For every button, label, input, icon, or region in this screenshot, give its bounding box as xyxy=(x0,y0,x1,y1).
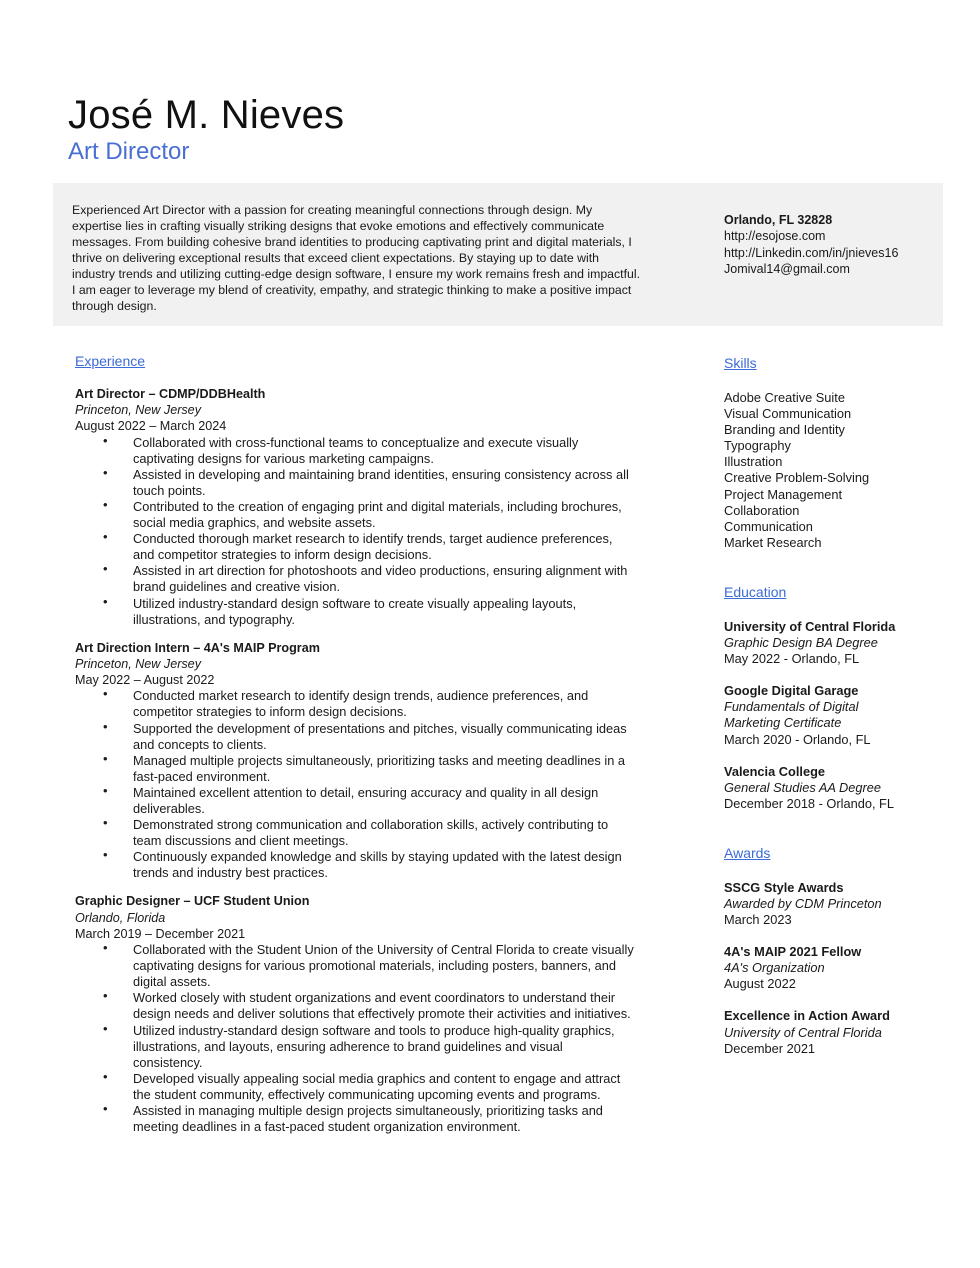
degree: Graphic Design BA Degree xyxy=(724,635,878,651)
bullet-item: • Conducted thorough market research to identify trends, target audience preferences, and competitor strategies to inform design decisions. xyxy=(103,529,613,563)
award-name: 4A's MAIP 2021 Fellow xyxy=(724,944,862,960)
award-date: August 2022 xyxy=(724,976,796,992)
skill-item: Illustration xyxy=(724,454,783,470)
award-name: SSCG Style Awards xyxy=(724,879,844,895)
bullet-dot-icon: • xyxy=(103,496,108,512)
job-entry xyxy=(75,893,635,1135)
bullet-dot-icon: • xyxy=(103,561,108,577)
award-by: Awarded by CDM Princeton xyxy=(724,895,882,911)
contact-block xyxy=(724,212,939,278)
skill-item: Typography xyxy=(724,438,791,454)
skill-item: Visual Communication xyxy=(724,406,852,422)
bullet-item: • Developed visually appealing social media graphics and content to engage and attract the student community, effectively communicating upcoming events and programs. xyxy=(103,1068,621,1102)
award-name: Excellence in Action Award xyxy=(724,1008,890,1024)
bullet-item: • Conducted market research to identify design trends, audience preferences, and competitor strategies to inform design decisions. xyxy=(103,686,589,720)
skill-item: Creative Problem-Solving xyxy=(724,470,870,486)
bullet-dot-icon: • xyxy=(103,750,108,766)
job-title: Art Director – CDMP/DDBHealth xyxy=(75,387,266,401)
bullet-item: • Worked closely with student organizations and event coordinators to understand their design needs and deliver solutions that effectively promote their activities and initiatives. xyxy=(103,988,631,1022)
education-entry xyxy=(724,619,964,667)
bullet-item: • Utilized industry-standard design software to create visually appealing layouts, illustrations, and typography. xyxy=(103,593,577,627)
bullet-item: • Collaborated with the Student Union of the University of Central Florida to create visually captivating designs for various promotional materials, including posters, banners, and digital assets. xyxy=(103,940,634,990)
skills-list xyxy=(724,390,964,551)
bullet-item: • Maintained excellent attention to detail, ensuring accuracy and quality in all design deliverables. xyxy=(103,782,599,816)
bullet-dot-icon: • xyxy=(103,529,108,545)
skills-heading[interactable]: Skills xyxy=(724,355,757,371)
bullet-item: • Managed multiple projects simultaneously, prioritizing tasks and meeting deadlines in a fast-paced environment. xyxy=(103,750,625,784)
contact-location: Orlando, FL 32828 xyxy=(724,213,833,227)
bullet-dot-icon: • xyxy=(103,988,108,1004)
candidate-name: José M. Nieves xyxy=(68,93,345,137)
bullet-dot-icon: • xyxy=(103,782,108,798)
education-entry xyxy=(724,764,964,812)
skill-item: Collaboration xyxy=(724,502,800,518)
job-title: Graphic Designer – UCF Student Union xyxy=(75,894,310,909)
awards-heading[interactable]: Awards xyxy=(724,844,771,861)
award-entry xyxy=(724,1008,964,1056)
bullet-item: • Assisted in art direction for photoshoots and video productions, ensuring alignment with brand guidelines and creative vision. xyxy=(103,561,628,595)
skill-item: Communication xyxy=(724,518,813,534)
bullet-dot-icon: • xyxy=(103,686,108,702)
bullet-item: • Utilized industry-standard design software and tools to produce high-quality graphics, illustrations, and layouts, ensuring adherence to brand guidelines and visual consistency. xyxy=(103,1020,615,1070)
bullet-item: • Supported the development of presentations and pitches, visually communicating ideas and concepts to clients. xyxy=(103,718,627,752)
education-entry xyxy=(724,683,964,747)
bullet-dot-icon: • xyxy=(103,464,108,480)
award-date: March 2023 xyxy=(724,912,792,928)
bullet-dot-icon: • xyxy=(103,593,108,609)
bullet-item: • Collaborated with cross-functional teams to conceptualize and execute visually captivating designs for various marketing campaigns. xyxy=(103,432,579,466)
bullet-item: • Demonstrated strong communication and collaboration skills, actively contributing to team discussions and client meetings. xyxy=(103,815,609,849)
award-entry xyxy=(724,944,964,992)
education-detail: December 2018 - Orlando, FL xyxy=(724,795,894,811)
bullet-item: • Assisted in developing and maintaining brand identities, ensuring consistency across all touch points. xyxy=(103,464,629,498)
award-by: University of Central Florida xyxy=(724,1024,882,1040)
education-heading[interactable]: Education xyxy=(724,583,787,600)
skill-item: Branding and Identity xyxy=(724,422,845,438)
job-dates: March 2019 – December 2021 xyxy=(75,926,246,941)
school-name: Valencia College xyxy=(724,763,826,779)
skill-item: Adobe Creative Suite xyxy=(724,390,845,405)
experience-section xyxy=(75,352,635,1147)
bullet-item: • Contributed to the creation of engaging print and digital materials, including brochures, social media graphics, and website assets. xyxy=(103,496,622,531)
skill-item: Project Management xyxy=(724,486,843,502)
job-bullets xyxy=(75,942,635,1135)
job-location: Princeton, New Jersey xyxy=(75,656,201,671)
bullet-dot-icon: • xyxy=(103,847,108,863)
award-by: 4A's Organization xyxy=(724,960,825,976)
bullet-dot-icon: • xyxy=(103,815,108,831)
education-detail: May 2022 - Orlando, FL xyxy=(724,651,860,667)
bullet-item: • Continuously expanded knowledge and skills by staying updated with the latest design trends and industry best practices. xyxy=(103,847,622,881)
job-dates: August 2022 – March 2024 xyxy=(75,419,227,434)
bullet-dot-icon: • xyxy=(103,1068,108,1084)
award-date: December 2021 xyxy=(724,1040,816,1056)
job-entry xyxy=(75,386,635,628)
bullet-dot-icon: • xyxy=(103,1101,108,1117)
candidate-role: Art Director xyxy=(68,138,190,165)
job-title: Art Direction Intern – 4A's MAIP Program xyxy=(75,640,320,655)
summary-text: Experienced Art Director with a passion for creating meaningful connections through design. My expertise lies in crafting visually striking designs that evoke emotions and effectively communicate messages. From building cohesive brand identities to producing captivating print and digital materials, I thrive on delivering exceptional results that exceed client expectations. By staying up to date with industry trends and utilizing cutting-edge design software, I ensure my work remains fresh and impactful. I am eager to leverage my blend of creativity, empathy, and strategic thinking to make a positive impact through design. xyxy=(72,203,640,313)
job-location: Princeton, New Jersey xyxy=(75,403,201,418)
awards-list xyxy=(724,880,964,1057)
contact-email[interactable]: Jomival14@gmail.com xyxy=(724,262,850,277)
job-dates: May 2022 – August 2022 xyxy=(75,673,215,688)
education-list xyxy=(724,619,964,812)
degree: General Studies AA Degree xyxy=(724,779,881,795)
school-name: Google Digital Garage xyxy=(724,683,859,699)
sidebar-column xyxy=(724,354,964,1073)
job-location: Orlando, Florida xyxy=(75,910,166,925)
bullet-dot-icon: • xyxy=(103,940,108,956)
experience-heading[interactable]: Experience xyxy=(75,353,146,369)
school-name: University of Central Florida xyxy=(724,618,896,634)
bullet-item: • Assisted in managing multiple design projects simultaneously, prioritizing tasks and meeting deadlines in a fast-paced student organization environment. xyxy=(103,1101,603,1135)
bullet-dot-icon: • xyxy=(103,1020,108,1036)
contact-linkedin[interactable]: http://Linkedin.com/in/jnieves16 xyxy=(724,245,899,260)
job-bullets xyxy=(75,688,635,881)
bullet-dot-icon: • xyxy=(103,718,108,734)
education-detail: March 2020 - Orlando, FL xyxy=(724,731,871,747)
job-entry xyxy=(75,640,635,882)
bullet-dot-icon: • xyxy=(103,432,108,448)
degree: Fundamentals of Digital Marketing Certificate xyxy=(724,699,859,731)
job-bullets xyxy=(75,432,635,628)
award-entry xyxy=(724,880,964,928)
contact-website[interactable]: http://esojose.com xyxy=(724,229,826,244)
skill-item: Market Research xyxy=(724,534,822,550)
